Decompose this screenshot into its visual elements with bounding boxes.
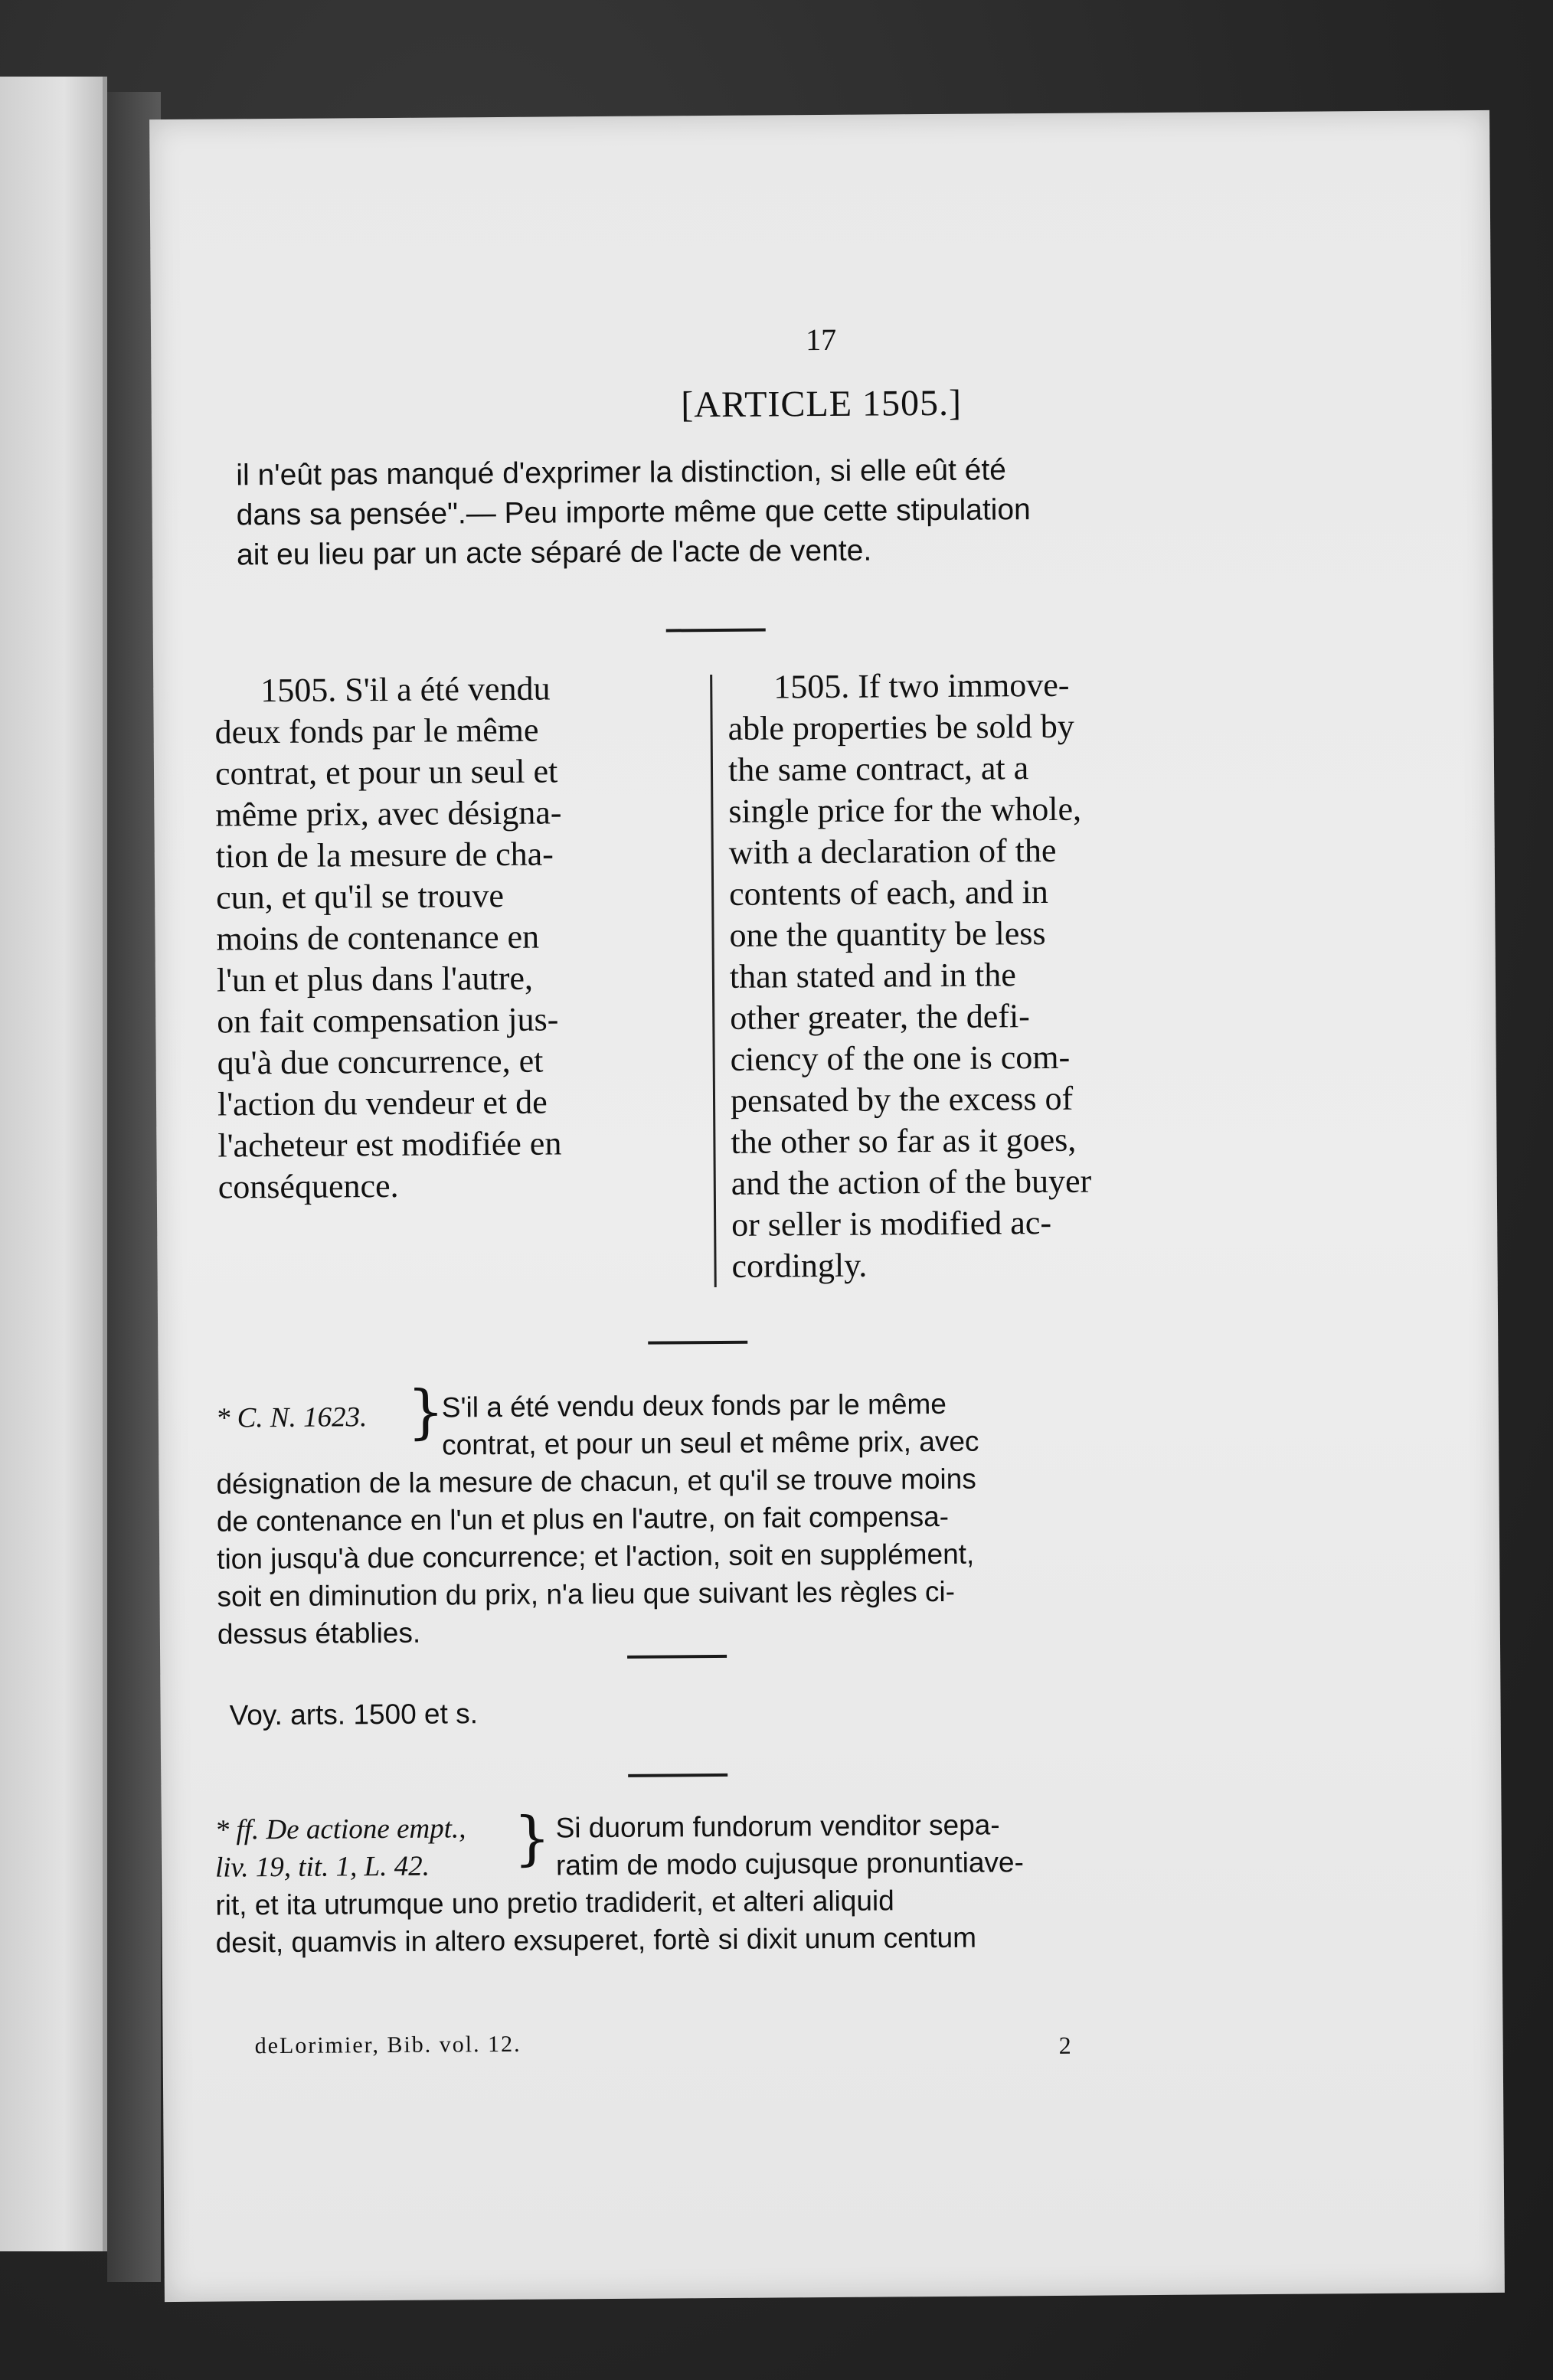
english-line: one the quantity be less — [729, 914, 1046, 954]
digest-note — [214, 1804, 1241, 1961]
french-line: deux fonds par le même — [214, 711, 539, 751]
code-napoleon-note — [215, 1377, 1228, 1653]
section-rule — [628, 1774, 727, 1777]
note-line: contrat, et pour un seul et même prix, avec — [442, 1425, 979, 1461]
brace-mark: } — [407, 1377, 445, 1446]
voy-reference: Voy. arts. 1500 et s. — [229, 1698, 479, 1731]
note-reference: * C. N. 1623. — [215, 1401, 368, 1434]
brace-mark: } — [513, 1803, 551, 1872]
french-line: tion de la mesure de cha- — [215, 835, 554, 875]
french-line: on fait compensation jus- — [217, 1000, 559, 1041]
note-line: desit, quamvis in altero exsuperet, fortè si dixit unum centum — [215, 1921, 977, 1959]
english-line: cordingly. — [731, 1246, 868, 1285]
english-line: single price for the whole, — [728, 790, 1082, 830]
article-french-column — [214, 667, 701, 1208]
note-reference: liv. 19, tit. 1, L. 42. — [214, 1850, 430, 1884]
french-line: qu'à due concurrence, et — [217, 1041, 544, 1082]
note-line: ratim de modo cujusque pronuntiave- — [555, 1846, 1024, 1881]
french-line: l'acheteur est modifiée en — [217, 1124, 562, 1165]
page-number: 17 — [805, 322, 837, 358]
english-line: than stated and in the — [729, 956, 1016, 995]
book-page — [149, 110, 1505, 2302]
running-head: [ARTICLE 1505.] — [681, 382, 963, 426]
note-line: dessus établies. — [217, 1617, 421, 1650]
note-line: désignation de la mesure de chacun, et qu'il se trouve moins — [216, 1463, 976, 1500]
section-rule — [666, 629, 766, 633]
carry-over-paragraph — [236, 449, 1240, 575]
english-line: ciency of the one is com- — [730, 1038, 1071, 1078]
french-line: l'un et plus dans l'autre, — [216, 959, 534, 999]
note-line: Si duorum fundorum venditor sepa- — [555, 1809, 1000, 1844]
note-header — [214, 1804, 1241, 1886]
french-line: l'action du vendeur et de — [217, 1083, 548, 1123]
sheet-number: 2 — [1058, 2031, 1071, 2059]
english-line: other greater, the defi- — [730, 997, 1031, 1037]
english-line: or seller is modified ac- — [731, 1203, 1052, 1244]
note-line: de contenance en l'un et plus en l'autre, on fait compensa- — [216, 1500, 950, 1538]
french-line: conséquence. — [217, 1166, 399, 1206]
note-line: S'il a été vendu deux fonds par le même — [441, 1388, 947, 1424]
english-line: and the action of the buyer — [731, 1162, 1092, 1202]
french-line: 1505. S'il a été vendu — [260, 669, 551, 710]
note-line: rit, et ita utrumque uno pretio tradiderit, et alteri aliquid — [215, 1885, 894, 1921]
english-line: the same contract, at a — [727, 749, 1029, 789]
english-line: the other so far as it goes, — [731, 1120, 1077, 1161]
note-reference: * ff. De actione empt., — [214, 1813, 466, 1846]
section-rule — [648, 1341, 747, 1345]
article-english-column — [727, 663, 1222, 1286]
carry-line: ait eu lieu par un acte séparé de l'acte de vente. — [236, 534, 872, 572]
english-line: contents of each, and in — [728, 872, 1048, 913]
french-line: cun, et qu'il se trouve — [215, 876, 505, 917]
english-line: with a declaration of the — [728, 831, 1057, 871]
note-line: tion jusqu'à due concurrence; et l'action, soit en supplément, — [217, 1538, 975, 1575]
facing-page-edge — [0, 77, 107, 2251]
section-rule — [627, 1655, 727, 1659]
note-header — [215, 1377, 1228, 1465]
english-line: pensated by the excess of — [730, 1079, 1074, 1120]
carry-line: dans sa pensée".— Peu importe même que cette stipulation — [236, 493, 1031, 532]
note-line: soit en diminution du prix, n'a lieu que suivant les règles ci- — [217, 1575, 956, 1613]
english-line: 1505. If two immove- — [773, 665, 1070, 706]
signature-mark: deLorimier, Bib. vol. 12. — [254, 2031, 521, 2059]
french-line: contrat, et pour un seul et — [214, 752, 558, 793]
french-line: même prix, avec désigna- — [215, 793, 562, 834]
column-divider — [710, 675, 717, 1287]
english-line: able properties be sold by — [727, 707, 1074, 747]
french-line: moins de contenance en — [216, 917, 540, 958]
carry-line: il n'eût pas manqué d'exprimer la distinction, si elle eût été — [236, 453, 1007, 492]
